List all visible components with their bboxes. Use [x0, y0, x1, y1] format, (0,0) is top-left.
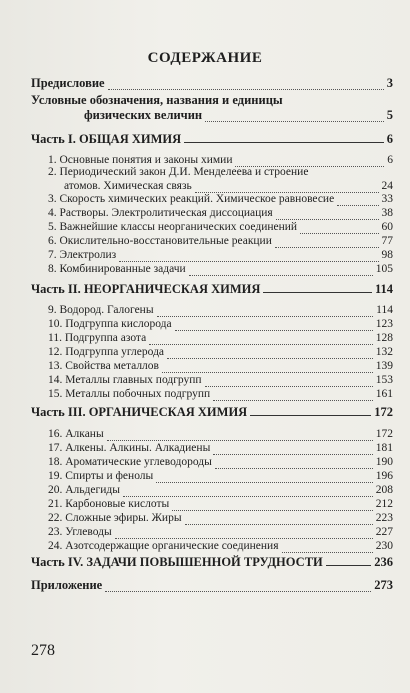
- toc-item-16[interactable]: [0, 427, 410, 441]
- toc-part-page: 114: [374, 282, 393, 296]
- toc-item-label: 17. Алкены. Алкины. Алкадиены: [48, 442, 211, 454]
- toc-item-21[interactable]: [0, 497, 410, 511]
- leader-line: [184, 141, 384, 143]
- toc-item-22[interactable]: [0, 511, 410, 525]
- toc-item-2-line1[interactable]: 2. Периодический закон Д.И. Менделеева и строение: [48, 166, 309, 178]
- toc-item-page: 153: [375, 374, 393, 386]
- toc-item-19[interactable]: [0, 469, 410, 483]
- toc-item-5[interactable]: [0, 220, 410, 234]
- toc-item-4[interactable]: [0, 206, 410, 220]
- toc-item-page: 181: [375, 442, 393, 454]
- toc-entry-page: 273: [374, 578, 393, 592]
- leader-dots: [276, 210, 379, 220]
- toc-item-6[interactable]: [0, 234, 410, 248]
- toc-part-4[interactable]: [0, 555, 410, 569]
- toc-part-2[interactable]: [0, 282, 410, 296]
- leader-dots: [162, 363, 373, 373]
- toc-entry-label-line1[interactable]: Условные обозначения, названия и единицы: [31, 93, 283, 107]
- toc-item-label: 10. Подгруппа кислорода: [48, 318, 172, 330]
- leader-dots: [205, 377, 373, 387]
- toc-item-20[interactable]: [0, 483, 410, 497]
- toc-item-label: 3. Скорость химических реакций. Химическое равновесие: [48, 193, 335, 205]
- leader-dots: [172, 501, 373, 511]
- toc-item-page: 208: [375, 484, 393, 496]
- toc-item-page: 223: [375, 512, 393, 524]
- toc-item-page: 105: [375, 263, 393, 275]
- leader-dots: [149, 335, 373, 345]
- toc-item-24[interactable]: [0, 539, 410, 553]
- leader-dots: [175, 321, 373, 331]
- page-number: 278: [31, 642, 55, 659]
- toc-part-label: Часть IV. ЗАДАЧИ ПОВЫШЕННОЙ ТРУДНОСТИ: [31, 555, 323, 569]
- toc-entry-notation[interactable]: [0, 108, 410, 122]
- toc-item-label: 22. Сложные эфиры. Жиры: [48, 512, 182, 524]
- toc-item-page: 6: [387, 154, 393, 166]
- toc-item-17[interactable]: [0, 441, 410, 455]
- toc-item-14[interactable]: [0, 373, 410, 387]
- toc-item-12[interactable]: [0, 345, 410, 359]
- toc-item-page: 172: [375, 428, 393, 440]
- toc-part-1[interactable]: [0, 132, 410, 146]
- toc-entry-label: Предисловие: [31, 76, 105, 90]
- leader-dots: [215, 459, 373, 469]
- toc-item-8[interactable]: [0, 262, 410, 276]
- toc-item-label: 7. Электролиз: [48, 249, 117, 261]
- leader-dots: [275, 238, 379, 248]
- leader-dots: [189, 266, 373, 276]
- toc-item-label: 9. Водород. Галогены: [48, 304, 154, 316]
- toc-item-page: 123: [375, 318, 393, 330]
- leader-dots: [213, 391, 373, 401]
- toc-item-page: 161: [375, 388, 393, 400]
- toc-part-page: 172: [374, 405, 393, 419]
- toc-item-label: 14. Металлы главных подгрупп: [48, 374, 202, 386]
- toc-item-label: 8. Комбинированные задачи: [48, 263, 186, 275]
- toc-part-3[interactable]: [0, 405, 410, 419]
- toc-item-label: 18. Ароматические углеводороды: [48, 456, 212, 468]
- toc-item-label: 6. Окислительно-восстановительные реакции: [48, 235, 272, 247]
- leader-dots: [156, 473, 372, 483]
- leader-dots: [123, 487, 373, 497]
- leader-dots: [337, 196, 378, 206]
- toc-item-page: 38: [381, 207, 393, 219]
- toc-item-9[interactable]: [0, 303, 410, 317]
- toc-part-page: 236: [374, 555, 393, 569]
- toc-entry-label-line2: физических величин: [84, 108, 203, 122]
- leader-dots: [205, 112, 384, 122]
- toc-item-label: 23. Углеводы: [48, 526, 112, 538]
- leader-dots: [167, 349, 373, 359]
- toc-entry-page: 5: [386, 108, 393, 122]
- toc-item-page: 128: [375, 332, 393, 344]
- toc-item-label: 19. Спирты и фенолы: [48, 470, 154, 482]
- toc-entry-page: 3: [386, 76, 393, 90]
- toc-entry-preface[interactable]: [0, 76, 410, 90]
- toc-item-page: 98: [381, 249, 393, 261]
- toc-part-page: 6: [386, 132, 393, 146]
- toc-item-page: 230: [375, 540, 393, 552]
- leader-dots: [213, 445, 372, 455]
- toc-item-18[interactable]: [0, 455, 410, 469]
- toc-item-page: 114: [376, 304, 393, 316]
- toc-item-label: 15. Металлы побочных подгрупп: [48, 388, 211, 400]
- leader-dots: [105, 582, 371, 592]
- toc-item-label: 12. Подгруппа углерода: [48, 346, 165, 358]
- toc-item-label: 4. Растворы. Электролитическая диссоциация: [48, 207, 273, 219]
- toc-item-label-line2: атомов. Химическая связь: [64, 180, 192, 192]
- toc-item-7[interactable]: [0, 248, 410, 262]
- toc-item-page: 190: [375, 456, 393, 468]
- toc-item-23[interactable]: [0, 525, 410, 539]
- leader-dots: [107, 431, 373, 441]
- toc-item-page: 132: [375, 346, 393, 358]
- toc-item-label: 13. Свойства металлов: [48, 360, 159, 372]
- toc-entry-label: Приложение: [31, 578, 103, 592]
- toc-item-label: 20. Альдегиды: [48, 484, 120, 496]
- toc-item-10[interactable]: [0, 317, 410, 331]
- toc-item-11[interactable]: [0, 331, 410, 345]
- leader-dots: [115, 529, 373, 539]
- leader-dots: [108, 80, 384, 90]
- leader-line: [250, 414, 371, 416]
- toc-item-page: 139: [375, 360, 393, 372]
- toc-item-label: 1. Основные понятия и законы химии: [48, 154, 233, 166]
- toc-item-15[interactable]: [0, 387, 410, 401]
- leader-dots: [300, 224, 378, 234]
- leader-line: [326, 564, 372, 566]
- toc-item-label: 5. Важнейшие классы неорганических соединений: [48, 221, 298, 233]
- toc-item-page: 77: [381, 235, 393, 247]
- leader-dots: [185, 515, 373, 525]
- toc-part-label: Часть III. ОРГАНИЧЕСКАЯ ХИМИЯ: [31, 405, 248, 419]
- toc-item-page: 60: [381, 221, 393, 233]
- toc-item-page: 196: [375, 470, 393, 482]
- toc-item-1[interactable]: [0, 153, 410, 167]
- toc-item-page: 212: [375, 498, 393, 510]
- toc-item-label: 24. Азотсодержащие органические соединения: [48, 540, 279, 552]
- toc-item-label: 16. Алканы: [48, 428, 104, 440]
- toc-item-page: 227: [375, 526, 393, 538]
- toc-item-3[interactable]: [0, 192, 410, 206]
- leader-dots: [282, 543, 373, 553]
- contents-title: СОДЕРЖАНИЕ: [147, 50, 263, 66]
- toc-item-page: 24: [381, 180, 393, 192]
- toc-part-label: Часть I. ОБЩАЯ ХИМИЯ: [31, 132, 182, 146]
- leader-line: [263, 291, 372, 293]
- toc-part-label: Часть II. НЕОРГАНИЧЕСКАЯ ХИМИЯ: [31, 282, 261, 296]
- toc-item-13[interactable]: [0, 359, 410, 373]
- toc-entry-appendix[interactable]: [0, 578, 410, 592]
- leader-dots: [157, 307, 374, 317]
- toc-item-label: 21. Карбоновые кислоты: [48, 498, 170, 510]
- toc-item-page: 33: [381, 193, 393, 205]
- leader-dots: [119, 252, 378, 262]
- toc-item-label: 11. Подгруппа азота: [48, 332, 147, 344]
- toc-item-2[interactable]: [0, 179, 410, 193]
